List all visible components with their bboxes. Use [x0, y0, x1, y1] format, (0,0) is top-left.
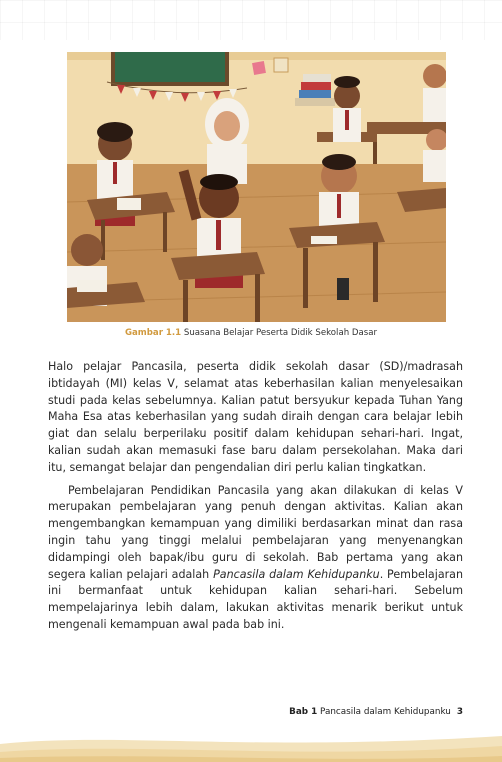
- paragraph-2: [48, 483, 463, 634]
- paragraph-2-book-title: Pancasila dalam Kehidupanku: [213, 567, 380, 581]
- paragraph-2-text-b: . Pembelajaran ini bermanfaat untuk kehidupan kalian sehari-hari. Sebelum mempelajarinya lebih dalam, lakukan aktivitas menarik berikut untuk mengenali kemampuan awal pada bab ini.: [48, 567, 464, 631]
- caption-label: Gambar 1.1: [124, 328, 182, 338]
- bottom-wave-decoration: [0, 722, 502, 762]
- footer-chapter-title: Pancasila dalam Kehidupanku: [317, 707, 451, 717]
- paragraph-1: Halo pelajar Pancasila, peserta didik sekolah dasar (SD)/madrasah ibtidayah (MI) kelas V, selamat atas keberhasilan kalian menyelesaikan studi pada kelas sebelumnya. Kalian patut bersyukur kepada Tuhan Yang Maha Esa atas keberhasilan yang sudah diraih dengan cara belajar lebih giat dan selalu berperilaku positif dalam kehidupan sehari-hari. Ingat, kalian sudah akan memasuki fase baru dalam persekolahan. Maka dari itu, semangat belajar dan pengendalian diri perlu kalian tingkatkan.: [48, 360, 463, 474]
- page-number: 3: [456, 707, 463, 717]
- figure-caption: [0, 328, 502, 338]
- page-footer: [289, 707, 463, 717]
- paragraph-2-text-a: Pembelajaran Pendidikan Pancasila yang akan dilakukan di kelas V merupakan pembelajaran yang penuh dengan aktivitas. Kalian akan mengembangkan kemampuan yang dimiliki berdasarkan minat dan rasa ingin tahu yang tinggi melalui pembelajaran yang menyenangkan didampingi oleh bapak/ibu guru di sekolah. Bab pertama yang akan segera kalian pelajari adalah: [48, 483, 463, 581]
- classroom-illustration: [67, 52, 446, 322]
- body-text: [48, 359, 463, 634]
- footer-chapter: Bab 1: [289, 707, 318, 717]
- top-grid-decoration: [0, 0, 502, 40]
- caption-text: Suasana Belajar Peserta Didik Sekolah Dasar: [181, 328, 378, 338]
